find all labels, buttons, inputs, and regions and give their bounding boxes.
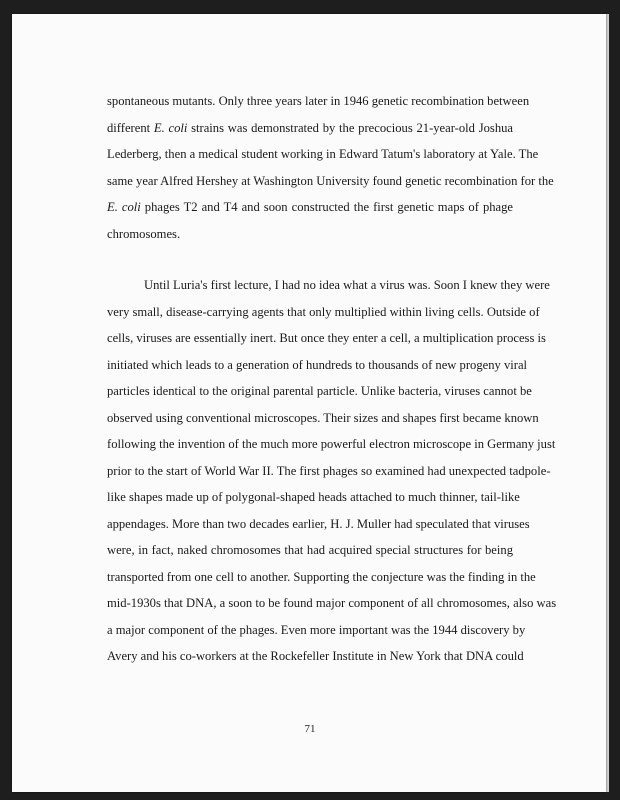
- text-fragment: different: [107, 120, 154, 135]
- italic-term: E. coli: [107, 200, 141, 214]
- text-line: following the invention of the much more powerful electron microscope in Germany just: [107, 437, 556, 451]
- text-line: spontaneous mutants. Only three years later in 1946 genetic recombination between: [107, 94, 530, 108]
- text-line: chromosomes.: [107, 226, 181, 241]
- text-line: appendages. More than two decades earlier, H. J. Muller had speculated that viruses: [107, 516, 530, 531]
- italic-term: E. coli: [153, 120, 188, 135]
- text-fragment: phages T2 and T4 and soon constructed the first genetic maps of phage: [140, 200, 514, 214]
- text-line: [107, 194, 513, 221]
- text-line: mid-1930s that DNA, a soon to be found major component of all chromosomes, also was: [107, 596, 557, 610]
- text-line: same year Alfred Hershey at Washington University found genetic recombination for the: [107, 173, 554, 188]
- text-line: were, in fact, naked chromosomes that had acquired special structures for being: [107, 543, 513, 557]
- text-line: prior to the start of World War II. The first phages so examined had unexpected tadpole-: [107, 463, 551, 478]
- text-line: transported from one cell to another. Supporting the conjecture was the finding in the: [107, 569, 536, 584]
- text-line: like shapes made up of polygonal-shaped heads attached to much thinner, tail-like: [107, 490, 520, 504]
- text-line: very small, disease-carrying agents that only multiplied within living cells. Outside of: [107, 304, 540, 319]
- text-fragment: strains was demonstrated by the precocious 21-year-old Joshua: [187, 120, 514, 135]
- text-line: particles identical to the original parental particle. Unlike bacteria, viruses cannot be: [107, 384, 532, 398]
- text-line: Until Luria's first lecture, I had no idea what a virus was. Soon I knew they were: [144, 278, 550, 292]
- text-line: [107, 115, 513, 142]
- text-line: Avery and his co-workers at the Rockefeller Institute in New York that DNA could: [107, 649, 524, 663]
- text-line: observed using conventional microscopes. Their sizes and shapes first became known: [107, 410, 539, 425]
- text-line: initiated which leads to a generation of hundreds to thousands of new progeny viral: [107, 357, 528, 372]
- page-number: 71: [304, 723, 316, 735]
- paragraph-1: [107, 88, 554, 247]
- page-edge: [606, 14, 609, 792]
- text-line: cells, viruses are essentially inert. But once they enter a cell, a multiplication process is: [107, 331, 546, 345]
- paragraph-2: [107, 272, 557, 670]
- text-line: a major component of the phages. Even more important was the 1944 discovery by: [107, 622, 526, 637]
- text-line: Lederberg, then a medical student working in Edward Tatum's laboratory at Yale. The: [107, 147, 539, 161]
